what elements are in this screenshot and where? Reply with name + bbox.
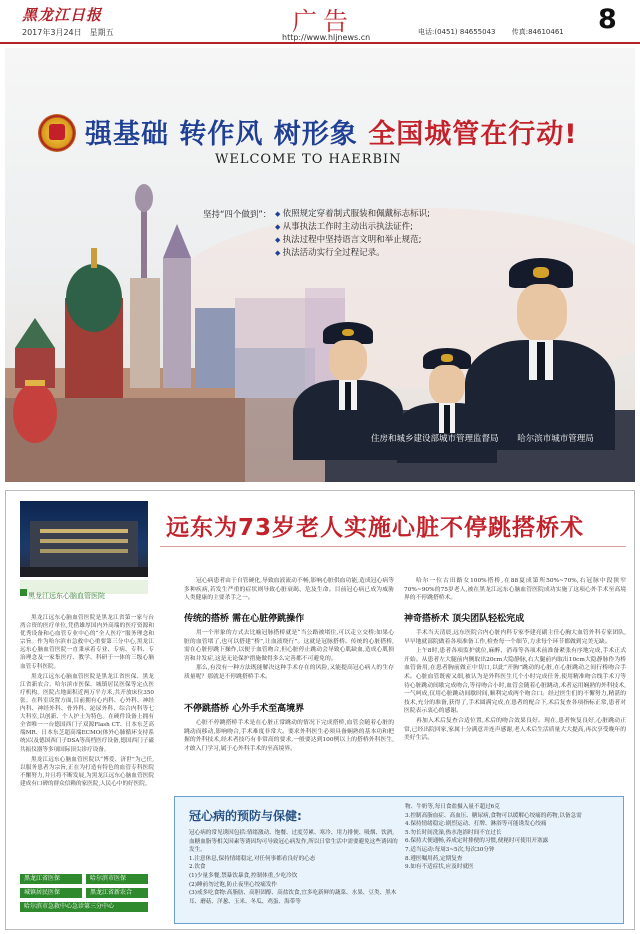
- prevention-line: (2)睡前勿过饱,防止夜里心绞痛发作: [189, 881, 278, 888]
- hospital-intro-para: 黑龙江远东心脑血管医院是黑龙江省第一家与台湾合资的医疗单位,凭借雄厚国内外高端的医疗资源和优秀设备和心血管专业中心的“全人医疗”服务理念和宗旨。作为哈尔滨市急救中心重要第三分中心,黑龙江远东心脑血管医院一直秉承着专业、专病、专科、专治理念及一家集医疗、教学、科研于一体的三级心脑血管专科医院。: [20, 615, 154, 670]
- website-url[interactable]: http://www.hljnews.cn: [282, 33, 371, 42]
- officer-figure-center: [465, 244, 615, 444]
- masthead: [0, 0, 640, 44]
- prevention-line: (1)少量多餐,禁暴饮暴食,控制体重,少吃冷饮: [189, 872, 298, 879]
- paper-name: 黑龙江日报: [22, 6, 103, 24]
- credit-city-bureau: 哈尔滨市城市管理局: [517, 434, 594, 444]
- prevention-box: [174, 796, 624, 924]
- subheading-beating-heart: 不停跳搭桥 心外手术至高境界: [184, 704, 305, 714]
- article-paragraph: 用一个形象的方式去比喻冠脉搭桥就是“当公路被堵住,可以走立交桥;如果心脏的血管堵了,也可以搭建“桥”,让血液绕行”。这就是冠脉搭桥。传统的心脏搭桥,需在心脏停跳下操作,以便于血管吻合,但心脏停止跳动会导致心肌缺血,造成心肌损害和并发症,这是无论保护措施做得多么完善都不可避免的。: [184, 630, 394, 662]
- page-number: 8: [598, 4, 617, 35]
- hospital-photo: [20, 501, 148, 577]
- ad-title: [85, 112, 578, 151]
- hospital-logo-icon: [20, 589, 27, 596]
- prevention-box-title: 冠心病的预防与保健:: [189, 809, 302, 823]
- prevention-line: 4.保持情绪稳定:剧烈运动、打牌、淋浴等可能诱发心绞痛: [405, 821, 547, 828]
- prevention-line: 冠心病的常见诱因包括:情绪激动、饱餐、过度劳累、寒冷、用力排便、吸烟、饮酒,血糖血脂等相关因素等诱因均可导致冠心病发作,所以日常生活中需要避免这些诱因的发生。: [189, 830, 398, 854]
- hospital-ad: [5, 490, 635, 930]
- article-headline: 远东为73岁老人实施心脏不停跳搭桥术: [166, 515, 585, 541]
- slogan-item: ◆ 从事执法工作时主动出示执法证件;: [275, 221, 430, 234]
- hospital-intro: [20, 614, 154, 790]
- prevention-line: 7.适当运动:每周3~5次,每次30分钟: [405, 846, 495, 853]
- credit-ministry: 住房和城乡建设部城市管理监督局: [371, 434, 499, 444]
- article-col2-body: [404, 629, 626, 789]
- prevention-line: 9.如有不适症状,应及时就医: [405, 864, 474, 871]
- article-paragraph: 上午8时,患者各项监护就位,麻醉、消毒等各项术前准备紧张有序地完成,手术正式开始。从患者左大腿前内侧取出20cm大隐静脉,右大腿前内取出10cm大隐静脉作为桥血管备用,在患者胸前做正中切口,以此“开胸”跳动的心脏,在心脏跳动之间行桥吻合手术。心脏血管既密又细,被认为是外科医生几个小时完成任务,使用精准吻合线手术刀等待心脏跳动间歇完成吻合,等待吻合小时,血管会随着心脏跳动,术者运用娴熟的外科技术,一气呵成,仅用心脏跳动间歇时间,顺利完成两个吻合口。经过医生们的不懈努力,精湛的技术,充分的准备,获得了,手术圆满完成,在患者的配合下,术后复查各项指标正常,患者对医院表示衷心的感谢。: [404, 648, 626, 715]
- subheading-top-team: 神奇搭桥术 顶尖团队轻松完成: [404, 614, 525, 624]
- article-paragraph: 冠心病患者由于自管硬化,导致血液流动不畅,影响心脏供血功能,造成冠心病等多种疾病,若发生严重的症状则导致心脏衰竭、危及生命。目前冠心病已成为威胁人类健康的主要杀手之一。: [184, 578, 394, 602]
- fax-number: 传真:84610461: [511, 28, 564, 36]
- ad-title-part2: 全国城管在行动!: [368, 119, 578, 150]
- ad-credits: [371, 432, 610, 444]
- prevention-line: 物、牛奶等,每日食盐摄入量不超过6克: [405, 804, 500, 810]
- article-col1-body2: [184, 719, 394, 789]
- article-col1-body1: [184, 629, 394, 697]
- slogan-item: ◆ 依照规定穿着制式服装和佩戴标志标识;: [275, 208, 430, 221]
- officer-figure-left: [293, 322, 403, 442]
- prevention-line: 1.注意休息,保持情绪稳定,对任何事都看良好的心态: [189, 855, 316, 862]
- prevention-line: 8.遵医嘱用药,定期复查: [405, 855, 463, 862]
- article-paragraph: 再加入术后复查合适位置,术后的吻合效果良好。现在,患者恢复良好,心脏跳动正常,已经出院回家,家属十分满意并连声感谢,老人术后生活质量大大提高,再次享受晚年的美好生活。: [404, 717, 626, 742]
- slogan-lead: 坚持“四个做到”：: [203, 210, 272, 220]
- slogan-list: [275, 208, 430, 260]
- section-title: 广告: [292, 7, 355, 36]
- urban-management-ad: [5, 48, 635, 482]
- article-paragraph: 那么,有没有一种方法既能解决这种手术存在的风险,又能提高冠心病人的生存质量呢？那就是不停跳搭桥手术。: [184, 665, 394, 680]
- prevention-line: 3.控制高脂血症、高血压、糖尿病,食物可以缓解心绞痛的药物,以备急需: [405, 812, 582, 819]
- headline-divider: [160, 546, 626, 547]
- urban-management-emblem-icon: [38, 114, 76, 152]
- insurance-tag: 黑龙江省新农合: [86, 888, 148, 898]
- prevention-box-right: [405, 803, 619, 872]
- issue-date: 2017年3月24日 星期五: [22, 28, 114, 37]
- hospital-intro-para: 黑龙江远东心脑血管医院以“博爱、济世”为己任,以服务患者为宗旨,正在为打造有特色的血管专科医院不懈努力,并且将不断发展,为黑龙江远东心脑血管医院建成有口碑的群众信赖的家医院,人民心中的好医院。: [20, 756, 154, 787]
- contact-info: [418, 27, 578, 37]
- article-paragraph: 手术当天清晨,远东医院合内心脏内科专家李建亮副主任心胸大血管外科专家团队,早早地就部院做着各项准备工作,检查每一个细节,力求每个环节都做到完美无缺。: [404, 630, 626, 645]
- hospital-intro-para: 黑龙江远东心脑血管医院是黑龙江省医保、黑龙江省新农合、哈尔滨市医保、城镇居民医保等定点医疗机构。医院占地面积近两万平方米,共开放床位350张。在科室设置方面,目前拥有心内科、心外科、神经内科、神经外科、骨外科、泌尿外科、综合内科等七大科室,以创新、个人护士为特色。在硬件设备上拥有全省唯一一台德国西门子双源Flash CT、日本东芝高端MR、日本东芝超高端ECMO(体外心肺循环支持系统)以及德国西门子DSA等高档医疗设备,德国西门子磁共振仪器等多项国际顶尖诊疗设备。: [20, 673, 154, 753]
- insurance-tag: 哈尔滨市医保: [86, 874, 148, 884]
- article-col2-intro: [404, 577, 626, 607]
- prevention-line: 2.饮食: [189, 864, 206, 871]
- hospital-name: 黑龙江远东心脑血管医院: [28, 592, 105, 600]
- insurance-tag: 城镇居民医保: [20, 888, 82, 898]
- slogan-item: ◆ 执法过程中坚持语言文明和举止规范;: [275, 234, 430, 247]
- article-paragraph: 心脏不停跳搭桥手术是在心脏正常跳动的情况下完成搭桥,血管会随着心脏的跳动而移动,影响吻合,手术难度非常大。要求外科医生必须具备娴熟的基本功和把握的外科技术,经术者技巧有非常高的要求,一般要达到100例以上的搭桥外科医生,才敢入门学习,属于心外科手术的至高境界。: [184, 720, 394, 752]
- phone-number: 电话:(0451) 84655043: [418, 28, 496, 36]
- prevention-line: (3)戒多吃食物:高脂肪、高胆固醇、高盐饮食,宜多吃新鲜的蔬菜、水果、豆类、黑木耳、蘑菇、洋葱、玉米、冬瓜、鸡蛋、海带等: [189, 890, 397, 905]
- ad-title-part1: 强基础 转作风 树形象: [85, 119, 369, 150]
- article-paragraph: 哈尔一位古田路女100%搭桥,在88夏成第所50%~70%,右冠脉中段狭窄70%~90%的75岁老人,被在黑龙江远东心脑血管医院成功实施了这项心外手术至高境界的不停跳搭桥术。: [404, 578, 626, 602]
- prevention-line: 5.勿长时间洗澡,热水泡浴时间不宜过长: [405, 829, 502, 836]
- slogan-item: ◆ 执法活动实行全过程记录。: [275, 247, 430, 260]
- prevention-line: 6.保持大便通畅,养成定时排便的习惯,便秘时可使用开塞露: [405, 838, 549, 845]
- insurance-tag: 黑龙江省医保: [20, 874, 82, 884]
- subheading-traditional-bypass: 传统的搭桥 需在心脏停跳操作: [184, 614, 305, 624]
- prevention-box-left: [189, 829, 399, 906]
- emergency-tag: 哈尔滨市急救中心急诊第三分中心: [20, 902, 148, 912]
- ad-subtitle: WELCOME TO HAERBIN: [215, 152, 402, 167]
